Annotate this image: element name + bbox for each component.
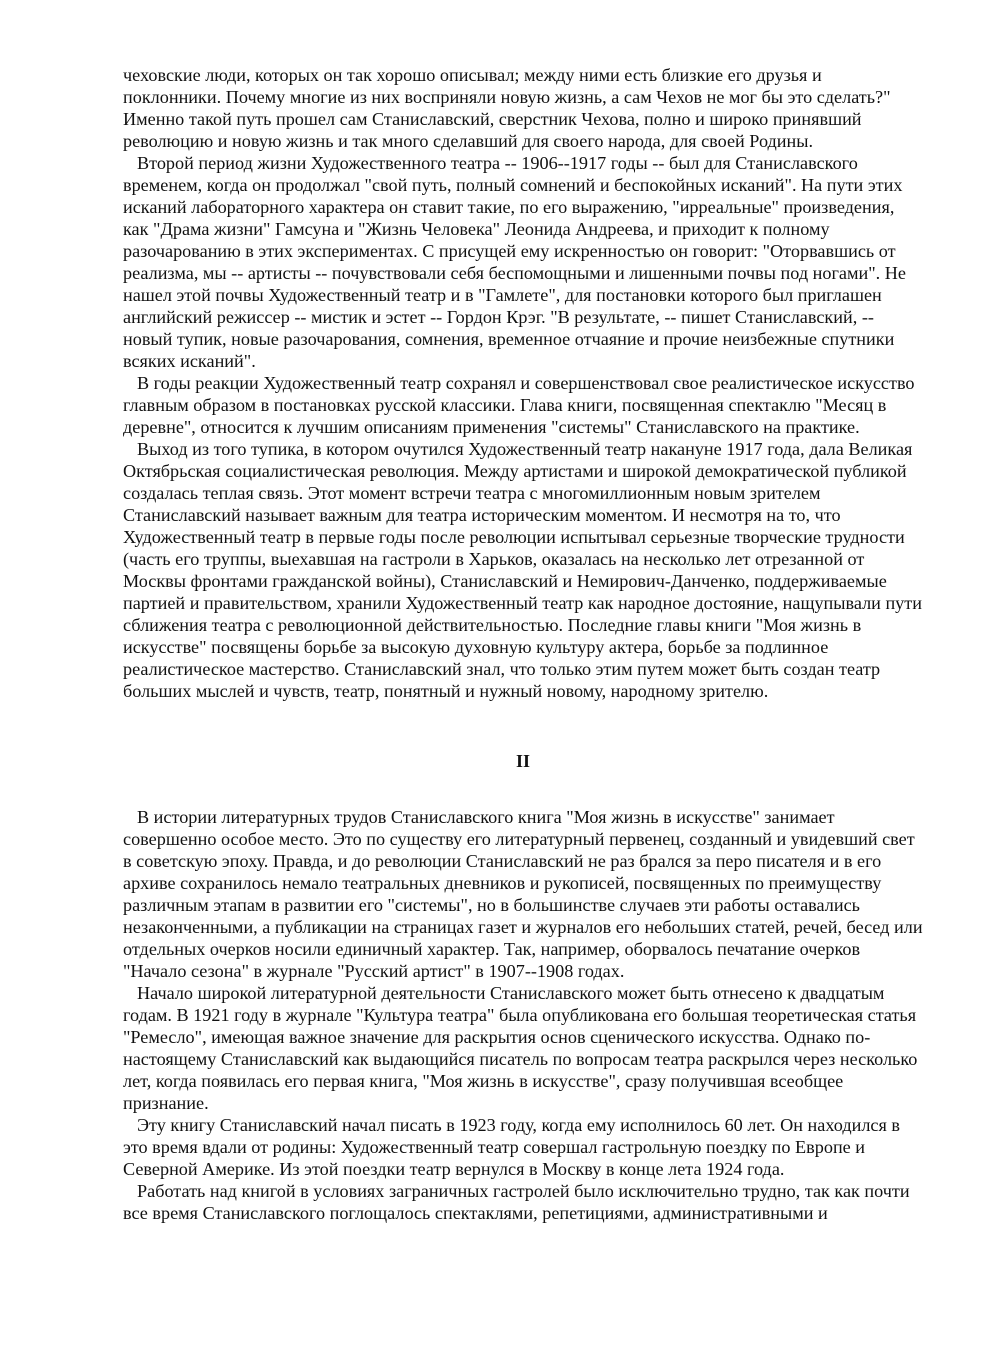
paragraph: Начало широкой литературной деятельности Станиславского может быть отнесено к двадцатым годам. В 1921 году в журнале "Культура театра" была опубликована его большая теоретическая статья "Ремесло", имеющая важное значение для раскрытия основ сценического искусства. Однако по-настоящему Станиславский как выдающийся писатель по вопросам театра раскрылся через несколько лет, когда появилась его первая книга, "Моя жизнь в искусстве", сразу получившая всеобщее признание. (123, 983, 918, 1113)
paragraph: В истории литературных трудов Станиславского книга "Моя жизнь в искусстве" занимает совершенно особое место. Это по существу его литературный первенец, созданный и увидевший свет в советскую эпоху. Правда, и до революции Станиславский не раз брался за перо писателя и в его архиве сохранилось немало театральных дневников и рукописей, посвященных по преимуществу различным этапам в развитии его "системы", но в большинстве случаев эти работы оставались незаконченными, а публикации на страницах газет и журналов его небольших статей, речей, бесед или отдельных очерков носили единичный характер. Так, например, оборвалось печатание очерков "Начало сезона" в журнале "Русский артист" в 1907--1908 годах. (123, 807, 923, 981)
paragraph: чеховские люди, которых он так хорошо описывал; между ними есть близкие его друзья и поклонники. Почему многие из них восприняли новую жизнь, а сам Чехов не мог бы это сделать?" Именно такой путь прошел сам Станиславский, сверстник Чехова, полно и широко принявший революцию и новую жизнь и так много сделавший для своего народа, для своей Родины. (123, 65, 891, 151)
section-heading: II (515, 751, 530, 771)
paragraph: В годы реакции Художественный театр сохранял и совершенствовал свое реалистическое искусство главным образом в постановках русской классики. Глава книги, посвященная спектаклю "Месяц в деревне", относится к лучшим описаниям применения "системы" Станиславского на практике. (123, 373, 915, 437)
document-page (123, 64, 923, 1224)
paragraph: Эту книгу Станиславский начал писать в 1923 году, когда ему исполнилось 60 лет. Он находился в это время вдали от родины: Художественный театр совершал гастрольную поездку по Европе и Северной Америке. Из этой поездки театр вернулся в Москву в конце лета 1924 года. (123, 1115, 900, 1179)
paragraph: Второй период жизни Художественного театра -- 1906--1917 годы -- был для Станиславского временем, когда он продолжал "свой путь, полный сомнений и беспокойных исканий". На пути этих исканий лабораторного характера он ставит такие, по его выражению, "ирреальные" произведения, как "Драма жизни" Гамсуна и "Жизнь Человека" Леонида Андреева, и приходит к полному разочарованию в этих экспериментах. С присущей ему искренностью он говорит: "Оторвавшись от реализма, мы -- артисты -- почувствовали себя беспомощными и лишенными почвы под ногами". Не нашел этой почвы Художественный театр и в "Гамлете", для постановки которого был приглашен английский режиссер -- мистик и эстет -- Гордон Крэг. "В результате, -- пишет Станиславский, -- новый тупик, новые разочарования, сомнения, временное отчаяние и прочие неизбежные спутники всяких исканий". (123, 153, 906, 371)
paragraph: Работать над книгой в условиях заграничных гастролей было исключительно трудно, так как почти все время Станиславского поглощалось спектаклями, репетициями, административными и (123, 1181, 910, 1223)
paragraph: Выход из того тупика, в котором очутился Художественный театр накануне 1917 года, дала Великая Октябрьская социалистическая революция. Между артистами и широкой демократической публикой создалась теплая связь. Этот момент встречи театра с многомиллионным новым зрителем Станиславский называет важным для театра историческим моментом. И несмотря на то, что Художественный театр в первые годы после революции испытывал серьезные творческие трудности (часть его труппы, выехавшая на гастроли в Харьков, оказалась на несколько лет отрезанной от Москвы фронтами гражданской войны), Станиславский и Немирович-Данченко, поддерживаемые партией и правительством, хранили Художественный театр как народное достояние, нащупывали пути сближения театра с революционной действительностью. Последние главы книги "Моя жизнь в искусстве" посвящены борьбе за высокую духовную культуру актера, борьбе за подлинное реалистическое мастерство. Станиславский знал, что только этим путем может быть создан театр больших мыслей и чувств, театр, понятный и нужный новому, народному зрителю. (123, 439, 922, 701)
